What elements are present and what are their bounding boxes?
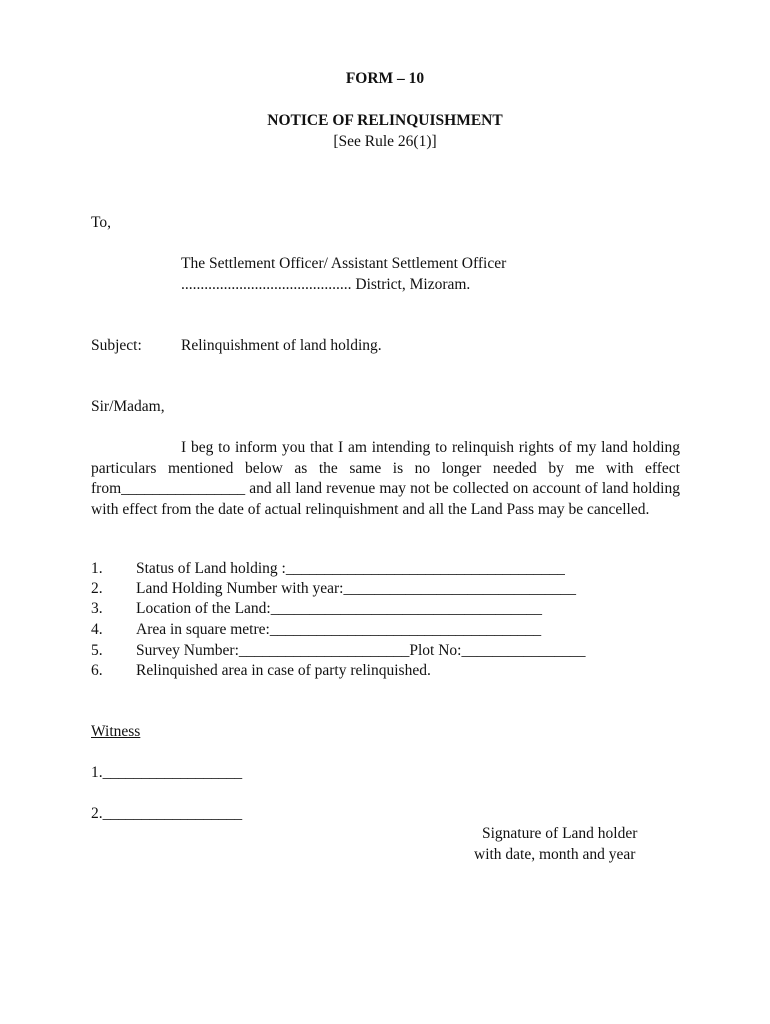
list-item-text: Status of Land holding :____________________________________ [136, 560, 565, 577]
list-item-number: 5. [91, 642, 103, 659]
document-title: NOTICE OF RELINQUISHMENT [267, 112, 503, 129]
body-paragraph [91, 438, 680, 520]
list-item-number: 1. [91, 560, 103, 577]
list-item-number: 3. [91, 600, 103, 617]
list-item-text: Area in square metre:___________________________________ [136, 621, 542, 638]
form-number: FORM – 10 [345, 70, 425, 87]
recipient-line-2: ............................................ District, Mizoram. [181, 276, 471, 293]
subject-label: Subject: [91, 337, 142, 354]
signature-label-line-1: Signature of Land holder [482, 825, 638, 842]
witness-line-2: 2.__________________ [91, 805, 243, 822]
witness-heading: Witness [91, 723, 141, 740]
list-item-text: Location of the Land:___________________________________ [136, 600, 542, 617]
list-item-number: 6. [91, 662, 103, 679]
list-item-text: Survey Number:______________________Plot No:________________ [136, 642, 586, 659]
list-item-number: 4. [91, 621, 103, 638]
witness-line-1: 1.__________________ [91, 764, 243, 781]
rule-reference: [See Rule 26(1)] [333, 133, 437, 150]
list-item-text: Relinquished area in case of party relinquished. [136, 662, 431, 679]
recipient-line-1: The Settlement Officer/ Assistant Settlement Officer [181, 255, 507, 272]
signature-label-line-2: with date, month and year [474, 846, 636, 863]
list-item-text: Land Holding Number with year:______________________________ [136, 580, 576, 597]
body-paragraph-text: I beg to inform you that I am intending to relinquish rights of my land holding particulars mentioned below as the same is no longer needed by me with effect from________________ and all land revenue may not be collected on account of land holding with effect from the date of actual relinquishment and all the Land Pass may be cancelled. [91, 439, 680, 518]
to-label: To, [91, 214, 112, 231]
subject-text: Relinquishment of land holding. [181, 337, 382, 354]
salutation: Sir/Madam, [91, 398, 165, 415]
list-item-number: 2. [91, 580, 103, 597]
